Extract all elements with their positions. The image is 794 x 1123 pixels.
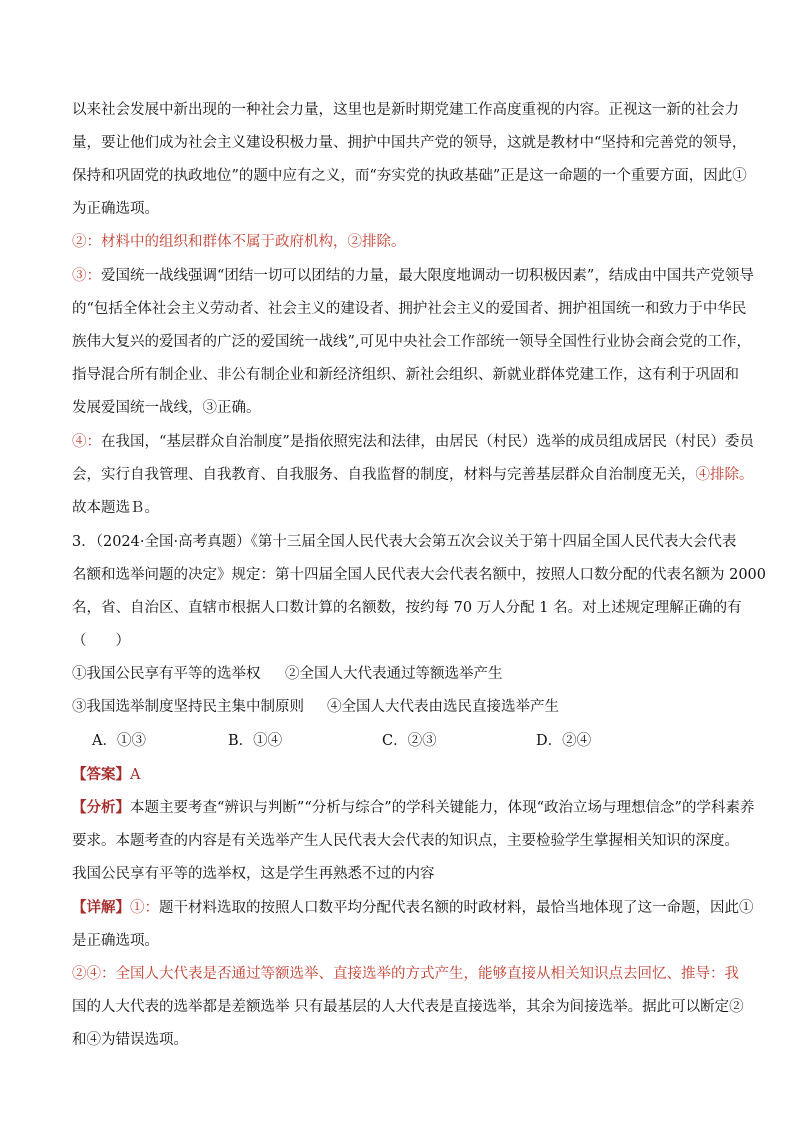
paragraph-line: 指导混合所有制企业、非公有制企业和新经济组织、新社会组织、新就业群体党建工作，这有利于巩固和 bbox=[72, 367, 739, 383]
statement-1: ①我国公民享有平等的选举权 bbox=[72, 666, 261, 682]
choice-b: B．①④ bbox=[228, 733, 283, 749]
answer-value: A bbox=[130, 767, 141, 783]
marker-1: ①： bbox=[130, 900, 159, 916]
question-line: 名额和选举问题的决定》规定：第十四届全国人民代表大会代表名额中，按照人口数分配的代表名额为 2000 bbox=[72, 567, 767, 583]
line-text: 会，实行自我管理、自我教育、自我服务、自我监督的制度，材料与完善基层群众自治制度无关， bbox=[72, 467, 696, 483]
answer-line bbox=[72, 765, 724, 785]
analysis-option-3-line bbox=[72, 266, 754, 286]
question-line: 名，省、自治区、直辖市根据人口数计算的名额数，按约每 70 万人分配 1 名。对上述规定理解正确的有 bbox=[72, 600, 742, 616]
detail-tag: 【详解】 bbox=[72, 899, 130, 916]
paragraph-line: 以来社会发展中新出现的一种社会力量，这里也是新时期党建工作高度重视的内容。正视这一新的社会力 bbox=[72, 102, 739, 118]
analysis-option-2: ②：材料中的组织和群体不属于政府机构，②排除。 bbox=[72, 234, 406, 250]
paragraph-line: 和④为错误选项。 bbox=[72, 1032, 188, 1048]
exclusion-4: ④排除。 bbox=[695, 467, 754, 483]
choice-d: D．②④ bbox=[536, 733, 592, 749]
choice-a: A．①③ bbox=[92, 733, 146, 749]
statement-2: ②全国人大代表通过等额选举产生 bbox=[285, 666, 503, 682]
detail-option-2-4: ②④：全国人大代表是否通过等额选举、直接选举的方式产生，能够直接从相关知识点去回忆、推导：我 bbox=[72, 966, 739, 982]
detail-line bbox=[72, 898, 754, 918]
line-text: 本题主要考查“辨识与判断”“分析与综合”的学科关键能力，体现“政治立场与理想信念”的学科素养 bbox=[130, 800, 755, 816]
paragraph-line: 发展爱国统一战线，③正确。 bbox=[72, 400, 261, 416]
paragraph-line: 是正确选项。 bbox=[72, 933, 159, 949]
analysis-option-4-line bbox=[72, 432, 754, 452]
answer-tag: 【答案】 bbox=[72, 766, 130, 783]
statement-4: ④全国人大代表由选民直接选举产生 bbox=[327, 699, 559, 715]
conclusion-line: 故本题选Ｂ。 bbox=[72, 500, 159, 516]
paragraph-line bbox=[72, 465, 754, 485]
paragraph-line: 量，要让他们成为社会主义建设积极力量、拥护中国共产党的领导，这就是教材中“坚持和完善党的领导， bbox=[72, 135, 747, 151]
paragraph-line: 要求。本题考查的内容是有关选举产生人民代表大会代表的知识点，主要检验学生掌握相关知识的深度。 bbox=[72, 833, 739, 849]
paragraph-line: 族伟大复兴的爱国者的广泛的爱国统一战线”,可见中央社会工作部统一领导全国性行业协会商会党的工作， bbox=[72, 334, 752, 350]
statement-3: ③我国选举制度坚持民主集中制原则 bbox=[72, 699, 304, 715]
marker-3: ③： bbox=[72, 268, 101, 284]
question-3-stem: 3．（2024·全国·高考真题）《第十三届全国人民代表大会第五次会议关于第十四届全国人民代表大会代表 bbox=[72, 534, 737, 550]
line-text: 爱国统一战线强调“团结一切可以团结的力量，最大限度地调动一切积极因素”，结成由中国共产党领导 bbox=[101, 268, 754, 284]
line-text: 在我国，“基层群众自治制度”是指依照宪法和法律，由居民（村民）选举的成员组成居民（村民）委员 bbox=[101, 434, 754, 450]
marker-4: ④： bbox=[72, 434, 101, 450]
paragraph-line: 的“包括全体社会主义劳动者、社会主义的建设者、拥护社会主义的爱国者、拥护祖国统一和致力于中华民 bbox=[72, 301, 747, 317]
answer-blank: （ ） bbox=[72, 633, 130, 649]
choice-c: C．②③ bbox=[382, 733, 437, 749]
paragraph-line: 为正确选项。 bbox=[72, 201, 159, 217]
analysis-tag: 【分析】 bbox=[72, 799, 130, 816]
analysis-line bbox=[72, 798, 755, 818]
paragraph-line: 我国公民享有平等的选举权，这是学生再熟悉不过的内容 bbox=[72, 866, 435, 882]
paragraph-line: 保持和巩固党的执政地位”的题中应有之义，而“夯实党的执政基础”正是这一命题的一个重要方面，因此① bbox=[72, 168, 747, 184]
line-text: 题干材料选取的按照人口数平均分配代表名额的时政材料，最恰当地体现了这一命题，因此① bbox=[159, 900, 754, 916]
paragraph-line: 国的人大代表的选举都是差额选举 只有最基层的人大代表是直接选举，其余为间接选举。据此可以断定② bbox=[72, 999, 744, 1015]
